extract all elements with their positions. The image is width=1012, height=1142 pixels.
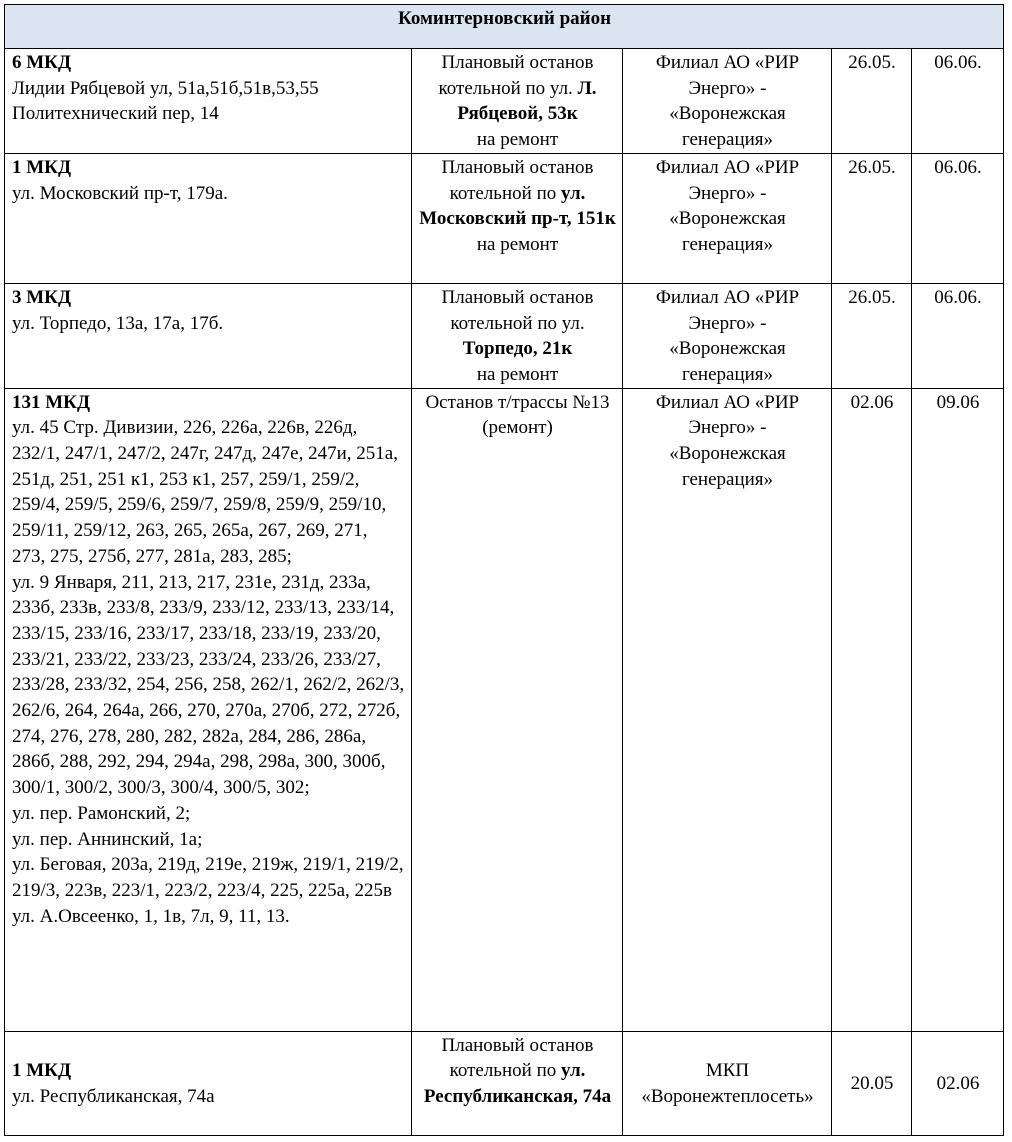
organization-cell: МКП «Воронежтеплосеть»	[623, 1031, 832, 1135]
reason-text: Плановый останов котельной по ул.	[441, 286, 594, 334]
start-date: 02.06	[832, 388, 912, 1031]
start-date: 26.05.	[832, 153, 912, 283]
reason-text: Плановый останов котельной по	[441, 156, 594, 204]
address-line: Политехнический пер, 14	[12, 103, 219, 125]
address-line: ул. Республиканская, 74а	[12, 1085, 215, 1107]
address-line: Лидии Рябцевой ул, 51а,51б,51в,53,55	[12, 77, 319, 99]
end-date: 06.06.	[912, 49, 1004, 154]
outage-schedule-table	[4, 4, 1004, 1136]
organization-cell: Филиал АО «РИР Энерго» - «Воронежская генерация»	[623, 49, 832, 154]
table-row	[5, 388, 1004, 1031]
address-line: ул. пер. Аннинский, 1а;	[12, 828, 203, 850]
reason-cell	[412, 153, 623, 283]
table-row	[5, 1031, 1004, 1135]
end-date: 06.06.	[912, 283, 1004, 388]
reason-cell	[412, 49, 623, 154]
address-line: ул. А.Овсеенко, 1, 1в, 7л, 9, 11, 13.	[12, 905, 290, 927]
end-date: 02.06	[912, 1031, 1004, 1135]
reason-location: Л. Рябцевой, 53к	[457, 77, 597, 125]
address-line: ул. 45 Стр. Дивизии, 226, 226а, 226в, 226д, 232/1, 247/1, 247/2, 247г, 247д, 247е, 247и, 251а, 251д, 251, 251 к1, 253 к1, 257, 259/1, 259/2, 259/4, 259/5, 259/6, 259/7, 259/8, 259/9, 259/10, 259/11, 259/12, 263, 265, 265а, 267, 269, 271, 273, 275, 275б, 277, 281а, 283, 285;	[12, 417, 398, 567]
building-count: 131 МКД	[12, 391, 91, 413]
reason-cell	[412, 283, 623, 388]
reason-tail: на ремонт	[476, 363, 559, 385]
address-cell	[5, 153, 412, 283]
reason-cell	[412, 1031, 623, 1135]
organization-cell: Филиал АО «РИР Энерго» - «Воронежская генерация»	[623, 388, 832, 1031]
reason-location: ул. Республиканская, 74а	[423, 1060, 612, 1108]
address-cell	[5, 49, 412, 154]
building-count: 6 МКД	[12, 52, 72, 73]
address-cell	[5, 283, 412, 388]
building-count: 1 МКД	[12, 156, 72, 178]
start-date: 26.05.	[832, 283, 912, 388]
address-line: ул. Беговая, 203а, 219д, 219е, 219ж, 219/1, 219/2, 219/3, 223в, 223/1, 223/2, 223/4, 225, 225а, 225в	[12, 854, 404, 901]
reason-text: Плановый останов котельной по	[441, 1034, 594, 1082]
table-row	[5, 283, 1004, 388]
building-count: 3 МКД	[12, 286, 72, 308]
reason-tail: на ремонт	[476, 129, 559, 151]
address-cell	[5, 1031, 412, 1135]
start-date: 20.05	[832, 1031, 912, 1135]
end-date: 06.06.	[912, 153, 1004, 283]
reason-location: Торпедо, 21к	[462, 338, 573, 360]
district-title: Коминтерновский район	[5, 5, 1004, 49]
table-row	[5, 49, 1004, 154]
reason-cell: Останов т/трассы №13 (ремонт)	[412, 388, 623, 1031]
building-count: 1 МКД	[12, 1059, 72, 1081]
address-cell	[5, 388, 412, 1031]
address-line: ул. Московский пр-т, 179а.	[12, 182, 228, 204]
organization-cell: Филиал АО «РИР Энерго» - «Воронежская генерация»	[623, 283, 832, 388]
end-date: 09.06	[912, 388, 1004, 1031]
start-date: 26.05.	[832, 49, 912, 154]
address-line: ул. 9 Января, 211, 213, 217, 231е, 231д, 233а, 233б, 233в, 233/8, 233/9, 233/12, 233/13, 233/14, 233/15, 233/16, 233/17, 233/18, 233/19, 233/20, 233/21, 233/22, 233/23, 233/24, 233/26, 233/27, 233/28, 233/32, 254, 256, 258, 262/1, 262/2, 262/3, 262/6, 264, 264а, 266, 270, 270а, 270б, 272, 272б, 274, 276, 278, 280, 282, 282а, 284, 286, 286а, 286б, 288, 292, 294, 294а, 298, 298а, 300, 300б, 300/1, 300/2, 300/3, 300/4, 300/5, 302;	[12, 571, 405, 799]
table-row	[5, 153, 1004, 283]
address-line: ул. Торпедо, 13а, 17а, 17б.	[12, 312, 224, 334]
reason-text: Плановый останов котельной по ул.	[438, 52, 594, 99]
reason-location: ул. Московский пр-т, 151к	[419, 182, 616, 230]
district-header-row	[5, 5, 1004, 49]
reason-tail: на ремонт	[476, 233, 559, 255]
organization-cell: Филиал АО «РИР Энерго» - «Воронежская генерация»	[623, 153, 832, 283]
address-line: ул. пер. Рамонский, 2;	[12, 802, 191, 824]
